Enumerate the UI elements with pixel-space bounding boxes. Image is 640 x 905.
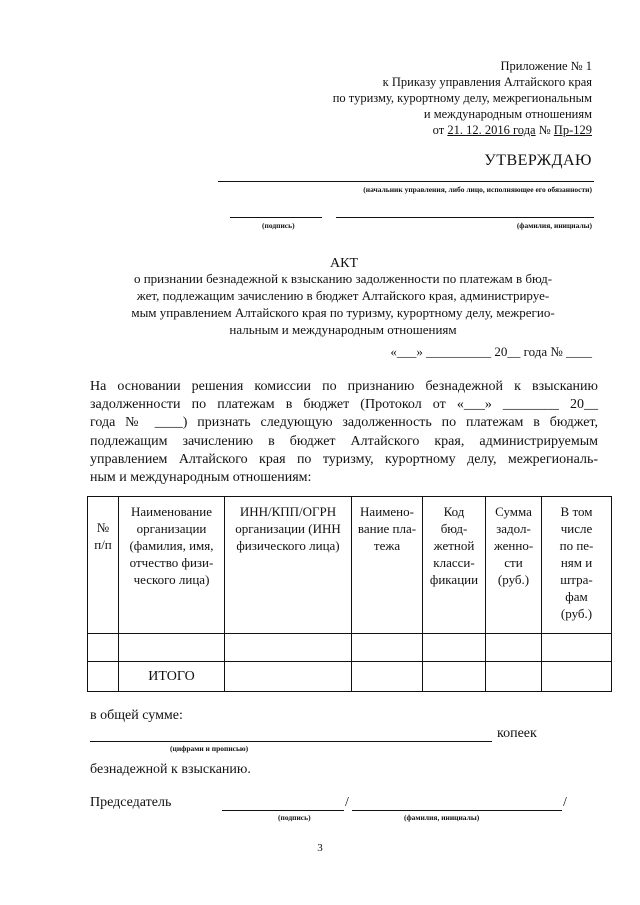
chairman-label: Председатель [90,795,172,810]
header-text: вание пла- [357,521,417,536]
act-subtitle-line: нальным и международным отношениям [229,322,457,337]
approve-name-caption: (фамилия, инициалы) [516,221,592,230]
header-debt-sum [486,497,542,634]
appendix-block [333,58,592,138]
sum-caption: (цифрами и прописью) [170,744,249,753]
act-date-line: «___» __________ 20__ года № ____ [390,344,592,359]
header-text: (руб.) [560,606,593,621]
header-text: организации (ИНН [235,521,341,536]
appendix-number-prefix: № [535,123,554,137]
act-subtitle-line: мым управлением Алтайского края по туризму, курортному делу, межрегио- [131,305,555,320]
chairman-signature-caption: (подпись) [278,813,311,822]
header-inn [225,497,352,634]
table-header-row [88,497,612,634]
header-text: класси- [433,555,475,570]
chairman-signature-line [222,810,344,811]
header-text: п/п [94,537,112,552]
debt-table [87,496,612,692]
paragraph-line: ным и международным отношениям: [90,470,312,486]
header-text: Наименование [131,504,212,519]
paragraph-line: года № ____) признать следующую задолженность по платежам в бюджет, [90,415,598,431]
header-text: ням и [560,555,593,570]
header-text: отчество физи- [129,555,214,570]
total-label: ИТОГО [148,669,195,684]
paragraph-line: подлежащим зачислению в бюджет Алтайского края, администрируемым [90,433,598,449]
paragraph-line: На основании решения комиссии по признанию безнадежной к взысканию [90,379,598,394]
header-payment-name [352,497,423,634]
header-text: сти [504,555,523,570]
header-penalties [542,497,612,634]
basis-paragraph [90,378,598,487]
approve-signature-caption: (подпись) [262,221,295,230]
act-subtitle [88,270,598,338]
header-text: № [96,520,110,535]
approve-position-line [218,181,594,182]
paragraph-line: управлением Алтайского края по туризму, курортному делу, межрегиональ- [90,451,598,467]
table-cell[interactable] [88,634,119,662]
appendix-line-3: по туризму, курортному делу, межрегиональным [332,91,592,105]
table-cell[interactable] [352,662,423,692]
page-number: 3 [317,842,323,854]
approve-position-caption: (начальник управления, либо лицо, исполняющее его обязанности) [363,185,592,194]
table-cell [88,662,119,692]
table-cell[interactable] [423,634,486,662]
header-text: фикации [429,572,479,587]
header-text: Наимено- [360,504,414,519]
approve-name-line [336,217,594,218]
table-row [88,634,612,662]
kopecks-label: копеек [497,726,537,741]
appendix-date-prefix: от [432,123,448,137]
header-text: жетной [433,538,475,553]
header-text: Код [443,504,465,519]
total-label-cell [119,662,225,692]
header-text: тежа [373,538,401,553]
appendix-line-2: к Приказу управления Алтайского края [382,75,592,89]
act-subtitle-line: о признании безнадежной к взысканию задолженности по платежам в бюд- [133,271,553,286]
header-text: ИНН/КПП/ОГРН [239,504,337,519]
header-text: Сумма [495,504,532,519]
header-text: ческого лица) [133,572,210,587]
header-text: штра- [560,572,593,587]
table-cell[interactable] [119,634,225,662]
header-text: числе [560,521,593,536]
table-cell[interactable] [486,662,542,692]
paragraph-line: задолженности по платежам в бюджет (Протокол от «___» ________ 20__ [90,397,598,413]
approve-signature-line [230,217,322,218]
chairman-name-line [352,810,562,811]
act-subtitle-line: жет, подлежащим зачислению в бюджет Алтайского края, администрируе- [136,288,550,303]
header-text: женно- [493,538,534,553]
header-number [88,497,119,634]
header-text: фам [565,589,588,604]
appendix-line-1: Приложение № 1 [500,59,592,73]
header-text: В том [560,504,593,519]
header-text: организации [136,521,207,536]
appendix-line-5 [333,122,592,138]
table-cell[interactable] [352,634,423,662]
table-cell[interactable] [225,634,352,662]
header-text: задол- [496,521,531,536]
header-organization [119,497,225,634]
header-text: физического лица) [236,538,340,553]
approve-label: УТВЕРЖДАЮ [484,152,592,169]
chairman-slash-1: / [345,795,349,810]
act-title: АКТ [330,256,358,271]
appendix-line-4: и международным отношениям [423,107,592,121]
table-cell[interactable] [542,634,612,662]
header-text: бюд- [440,521,468,536]
chairman-slash-2: / [563,795,567,810]
chairman-name-caption: (фамилия, инициалы) [404,813,480,822]
appendix-number: Пр-129 [553,123,592,137]
hopeless-label: безнадежной к взысканию. [90,762,251,777]
header-text: (руб.) [497,572,530,587]
appendix-date: 21. 12. 2016 года [447,123,536,137]
header-text: (фамилия, имя, [129,538,214,553]
table-cell[interactable] [486,634,542,662]
table-cell[interactable] [542,662,612,692]
table-total-row [88,662,612,692]
sum-label: в общей сумме: [90,708,183,723]
table-cell[interactable] [423,662,486,692]
table-cell[interactable] [225,662,352,692]
header-budget-code [423,497,486,634]
sum-line [90,741,492,742]
header-text: по пе- [559,538,594,553]
